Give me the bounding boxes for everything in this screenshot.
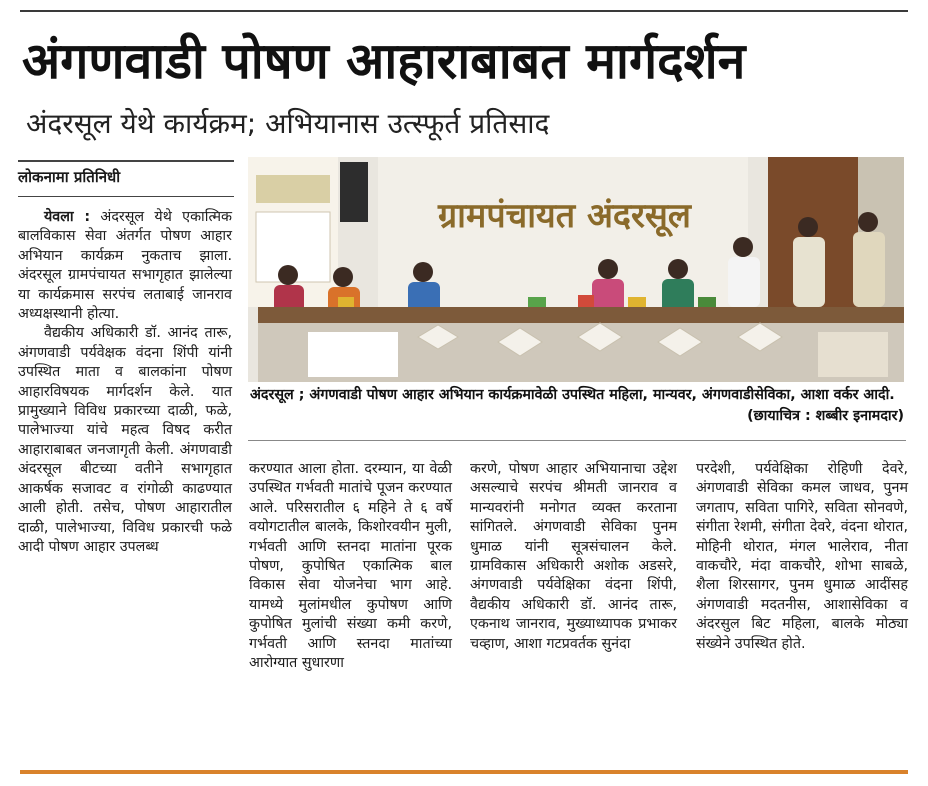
top-rule — [20, 10, 908, 12]
article-paragraph: करणे, पोषण आहार अभियानाचा उद्देश असल्याचे सरपंच श्रीमती जानराव व मान्यवरांनी मनोगत व्यक्त करताना सांगितले. अंगणवाडी सेविका पुनम धुमाळ यांनी सूत्रसंचालन केले. ग्रामविकास अधिकारी अशोक अडसरे, अंगणवाडी पर्यवेक्षिका वंदना शिंपी, वैद्यकीय अधिकारी डॉ. आनंद तारू, एकनाथ जानराव, मुख्याध्यापक प्रभाकर चव्हाण, आशा गटप्रवर्तक सुनंदा — [470, 461, 677, 652]
article-paragraph — [18, 208, 232, 324]
article-paragraph: परदेशी, पर्यवेक्षिका रोहिणी देवरे, अंगणवाडी सेविका कमल जाधव, पुनम जगताप, सविता पागिरे, सविता सोनवणे, संगीता रेशमी, संगीता देवरे, वंदना थोरात, मोहिनी थोरात, मंगल भालेराव, नीता वाकचौरे, मंदा वाकचौरे, शोभा साबळे, शैला शिरसागर, पुनम धुमाळ आदींसह अंगणवाडी मदतनीस, आशासेविका व अंदरसुल बिट महिला, बालके मोठ्या संख्येने उपस्थित होते. — [696, 461, 908, 652]
byline: लोकनामा प्रतिनिधी — [18, 168, 121, 186]
article-column-3 — [470, 460, 677, 654]
bottom-accent-rule — [20, 770, 908, 774]
dateline: येवला : — [44, 209, 91, 225]
article-column-1 — [18, 208, 232, 557]
photo-caption — [250, 385, 906, 424]
byline-rule-bottom — [18, 196, 234, 197]
headline: अंगणवाडी पोषण आहाराबाबत मार्गदर्शन — [22, 32, 746, 90]
caption-rule — [248, 440, 906, 441]
article-column-4 — [696, 460, 908, 654]
event-photo-illustration — [248, 157, 904, 382]
byline-rule-top — [18, 160, 234, 162]
event-photo — [248, 157, 904, 382]
article-paragraph: करण्यात आला होता. दरम्यान, या वेळी उपस्थित गर्भवती मातांचे पूजन करण्यात आले. परिसरातील ६ महिने ते ६ वर्षे वयोगटातील बालके, किशोरवयीन मुली, गर्भवती आणि स्तनदा मातांना पूरक पोषण, कुपोषित एकात्मिक बाल विकास सेवा योजनेचा भाग आहे. यामध्ये मुलांमधील कुपोषण आणि कुपोषित मुलांची संख्या कमी करणे, गर्भवती आणि स्तनदा मातांच्या आरोग्यात सुधारणा — [249, 461, 452, 672]
paragraph-text: अंदरसूल येथे एकात्मिक बालविकास सेवा अंतर्गत पोषण आहार अभियान कार्यक्रम नुकताच झाला. अंदरसूल ग्रामपंचायत सभागृहात झालेल्या या कार्यक्रमास सरपंच लताबाई जानराव अध्यक्षस्थानी होत्या. — [18, 209, 232, 323]
banner-text: ग्रामपंचायत अंदरसूल — [438, 196, 691, 236]
photo-credit: (छायाचित्र : शब्बीर इनामदार) — [747, 408, 904, 424]
photo-caption-text: अंदरसूल ; अंगणवाडी पोषण आहार अभियान कार्यक्रमावेळी उपस्थित महिला, मान्यवर, अंगणवाडीसेविका, आशा वर्कर आदी. — [250, 387, 895, 403]
article-column-2 — [249, 460, 452, 673]
article-paragraph: वैद्यकीय अधिकारी डॉ. आनंद तारू, अंगणवाडी पर्यवेक्षक वंदना शिंपी यांनी उपस्थित माता व बालकांना पोषण आहारविषयक मार्गदर्शन केले. यात प्रामुख्याने विविध प्रकारच्या दाळी, फळे, पालेभाज्या यांचे महत्व विषद करीत आहाराबाबत जनजागृती केली. अंगणवाडी अंदरसूल बीटच्या वतीने सभागृहात आकर्षक सजावट व रांगोळी काढण्यात आली होती. तसेच, पोषण आहारातील दाळी, पालेभाज्या, विविध प्रकारची फळे आदी पोषण आहार उपलब्ध — [18, 325, 232, 555]
subheadline: अंदरसूल येथे कार्यक्रम; अभियानास उत्स्फूर्त प्रतिसाद — [26, 107, 550, 140]
